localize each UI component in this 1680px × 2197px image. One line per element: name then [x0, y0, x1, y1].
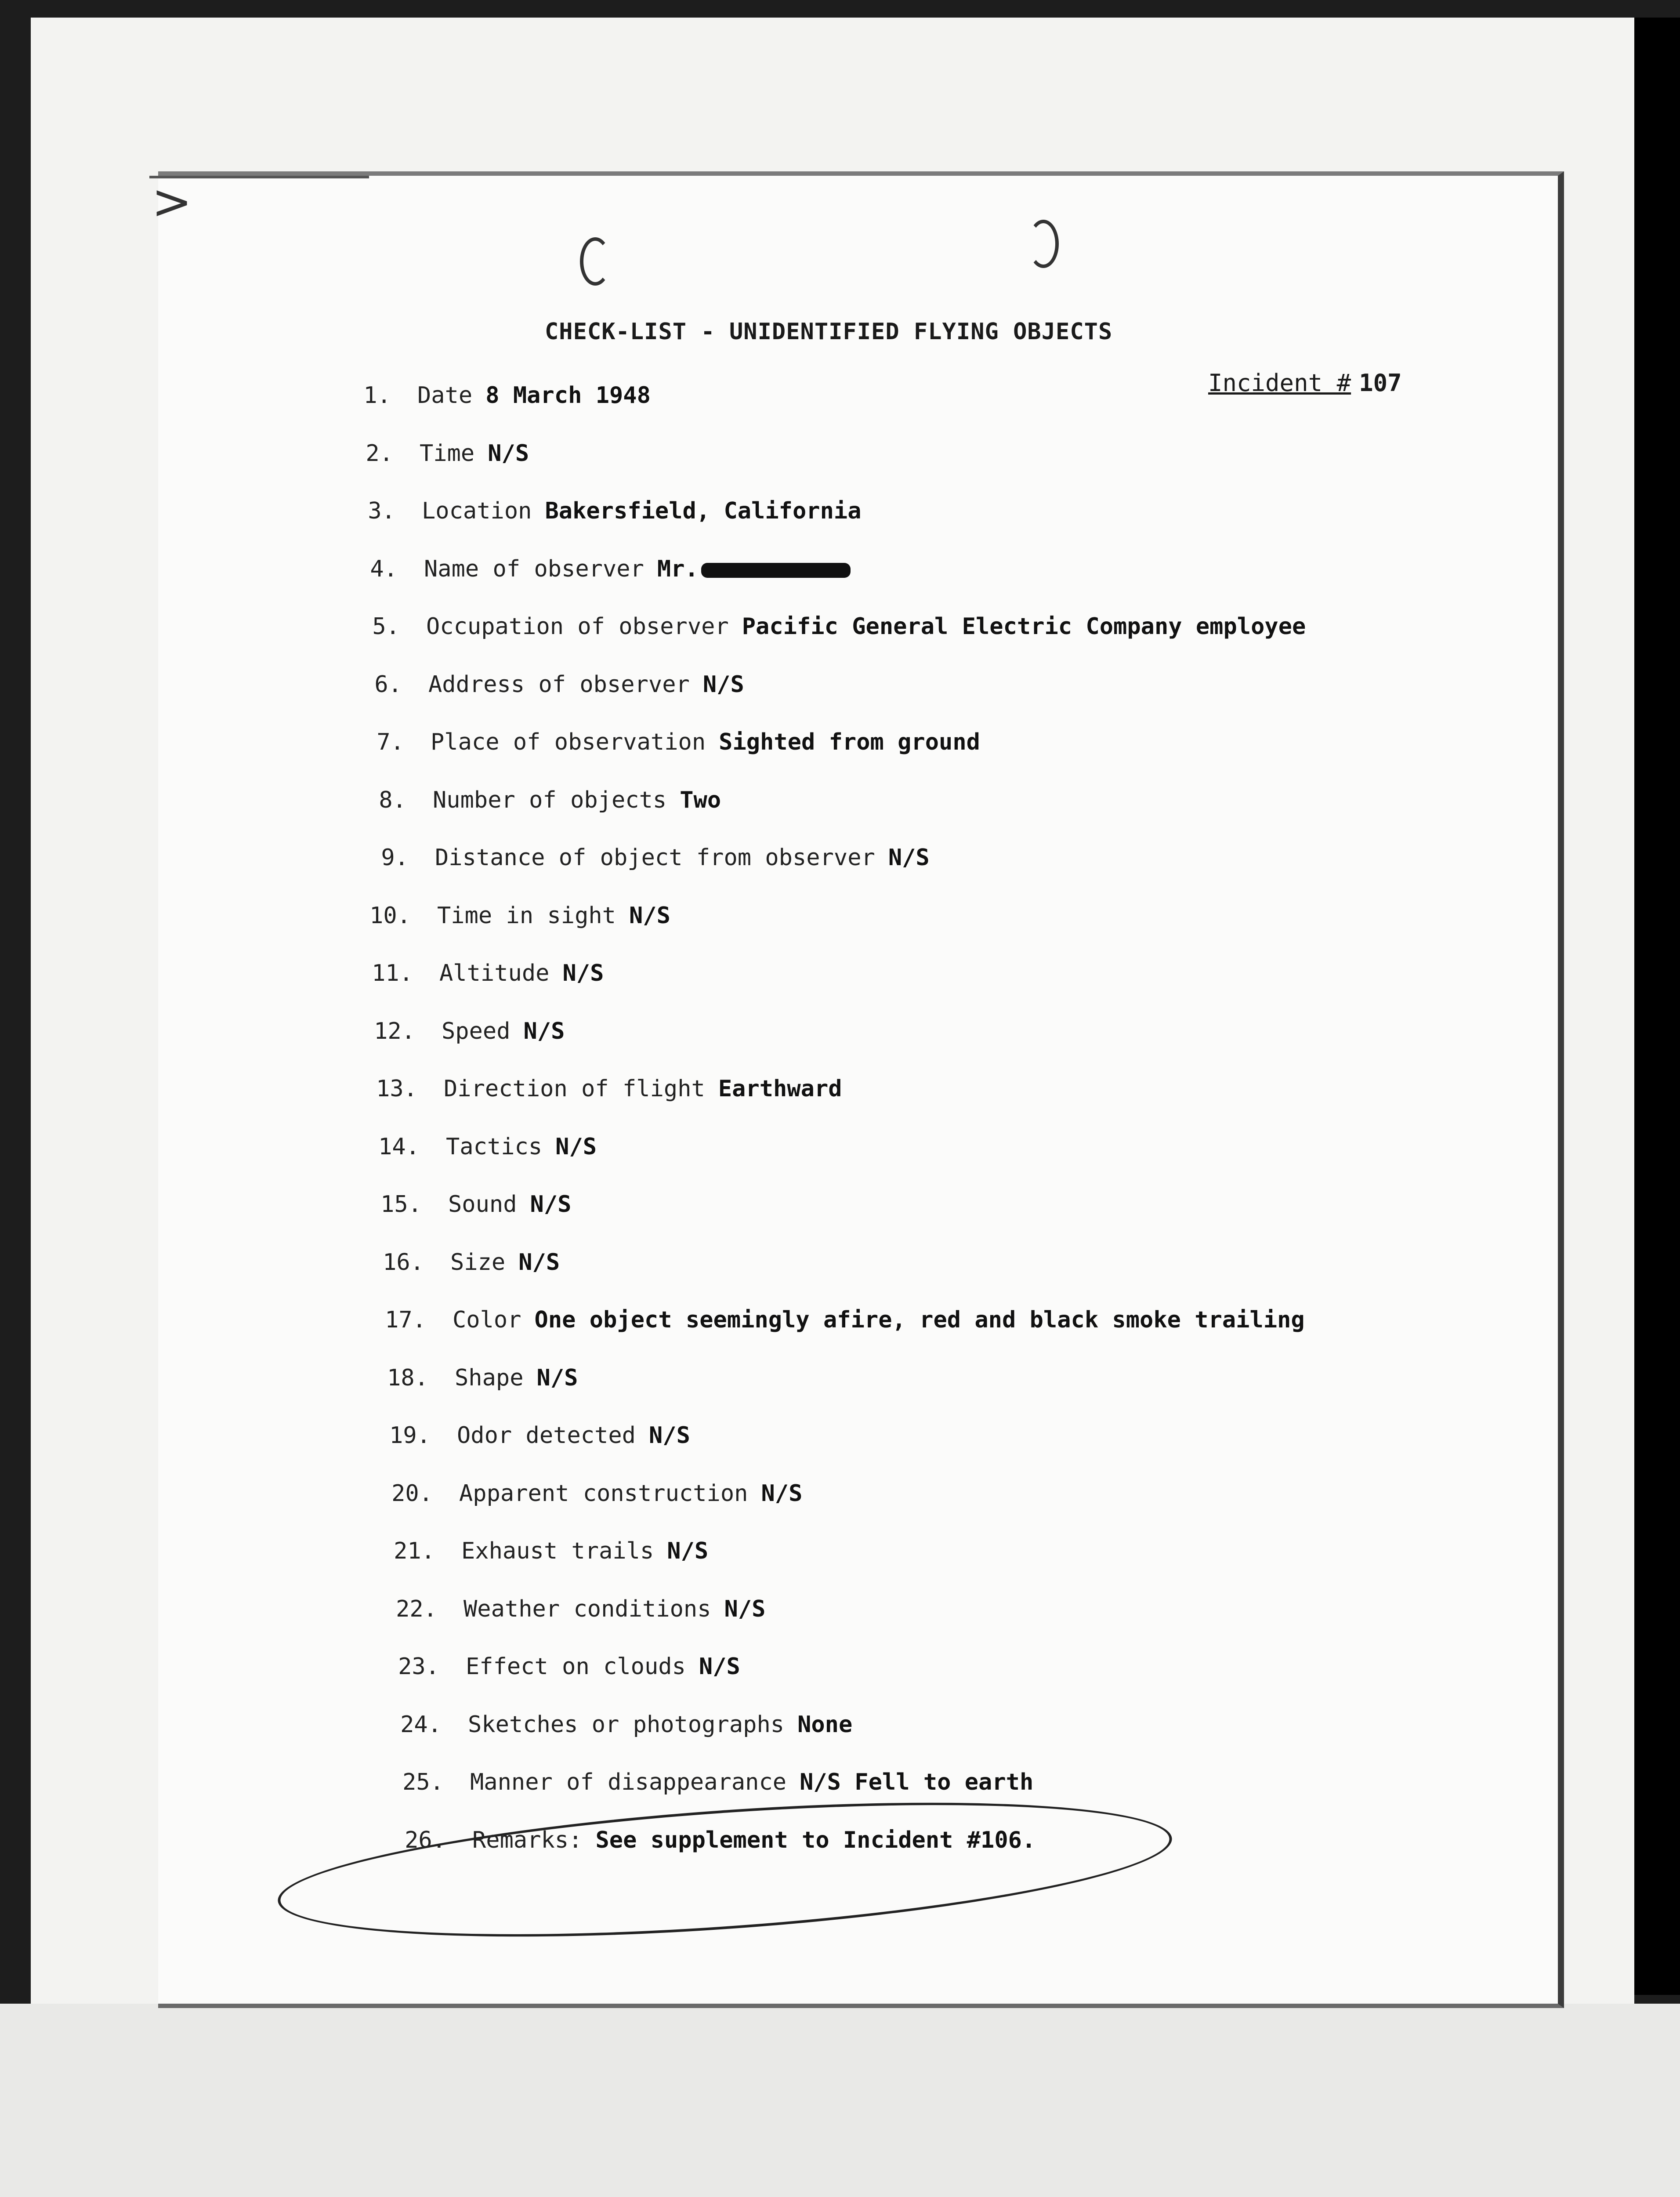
- checklist-item: [343, 845, 930, 871]
- checklist-item: [345, 903, 670, 929]
- item-number: 19.: [389, 1422, 431, 1449]
- checklist-item: [349, 1018, 565, 1044]
- item-number: 15.: [380, 1191, 422, 1218]
- checklist-item: [327, 440, 529, 467]
- checklist-item: [351, 1076, 842, 1102]
- item-label: Effect on clouds: [466, 1653, 686, 1680]
- checklist-item: [371, 1596, 765, 1622]
- item-number: 18.: [387, 1364, 428, 1391]
- item-value: N/S: [518, 1249, 560, 1276]
- checklist-item: [356, 1191, 571, 1218]
- item-number: 6.: [374, 671, 402, 698]
- item-label: Speed: [442, 1018, 511, 1044]
- incident-number: [1208, 369, 1402, 397]
- punch-hole-icon: [580, 237, 611, 286]
- item-label: Tactics: [446, 1133, 543, 1160]
- checklist-item: [338, 729, 980, 755]
- checklist-item: [358, 1249, 560, 1276]
- item-value: Pacific General Electric Company employee: [742, 613, 1306, 640]
- item-label: Weather conditions: [463, 1595, 711, 1622]
- item-number: 14.: [378, 1133, 420, 1160]
- item-value: N/S: [555, 1133, 597, 1160]
- item-label: Shape: [455, 1364, 524, 1391]
- item-value: One object seemingly afire, red and black smoke trailing: [534, 1307, 1305, 1333]
- item-number: 7.: [377, 729, 404, 755]
- item-value: N/S: [888, 845, 930, 871]
- document-title: CHECK-LIST - UNIDENTIFIED FLYING OBJECTS: [545, 319, 1113, 345]
- item-label: Altitude: [439, 960, 550, 986]
- item-number: 3.: [368, 498, 395, 524]
- item-number: 25.: [402, 1769, 444, 1795]
- checklist-item: [360, 1307, 1305, 1333]
- item-number: 17.: [385, 1307, 426, 1333]
- item-number: 5.: [372, 613, 400, 640]
- item-number: 13.: [376, 1076, 417, 1102]
- item-number: 4.: [370, 555, 398, 582]
- item-number: 24.: [400, 1711, 442, 1738]
- checklist-item: [365, 1422, 690, 1449]
- item-value: None: [797, 1711, 853, 1738]
- checklist-item: [332, 556, 851, 582]
- item-value: 8 March 1948: [485, 382, 651, 409]
- item-number: 12.: [374, 1018, 415, 1044]
- item-number: 10.: [369, 902, 411, 929]
- item-label: Size: [450, 1249, 506, 1276]
- item-value: N/S: [761, 1480, 803, 1507]
- item-value: Bakersfield, California: [545, 498, 862, 524]
- item-number: 22.: [396, 1595, 437, 1622]
- checklist-item: [367, 1480, 802, 1507]
- checklist-item: [373, 1653, 740, 1680]
- item-number: 21.: [394, 1538, 435, 1564]
- item-value: See supplement to Incident #106.: [595, 1827, 1036, 1853]
- checklist-item: [334, 613, 1306, 640]
- item-label: Name of observer: [424, 555, 644, 582]
- incident-value: 107: [1359, 369, 1402, 397]
- item-label: Exhaust trails: [461, 1538, 654, 1564]
- item-value: N/S: [530, 1191, 572, 1218]
- item-label: Sketches or photographs: [468, 1711, 785, 1738]
- item-value: N/S: [629, 902, 670, 929]
- checklist-item: [369, 1538, 708, 1564]
- item-value: N/S: [523, 1018, 565, 1044]
- item-value: N/S: [488, 440, 529, 467]
- checklist-item: [376, 1711, 852, 1738]
- item-number: 20.: [391, 1480, 433, 1507]
- arrow-mark-icon: >: [152, 174, 192, 230]
- item-label: Location: [422, 498, 532, 524]
- item-number: 9.: [381, 845, 409, 871]
- checklist-item: [340, 787, 721, 813]
- item-label: Remarks:: [472, 1827, 583, 1853]
- item-value: Sighted from ground: [719, 729, 980, 755]
- item-label: Distance of object from observer: [435, 845, 875, 871]
- film-edge-shadow: [1634, 18, 1680, 1995]
- item-number: 2.: [366, 440, 393, 467]
- item-number: 8.: [379, 787, 406, 813]
- item-label: Occupation of observer: [426, 613, 729, 640]
- checklist-item: [354, 1134, 597, 1160]
- item-label: Time in sight: [437, 902, 616, 929]
- item-label: Date: [417, 382, 473, 409]
- item-label: Odor detected: [457, 1422, 636, 1449]
- item-number: 1.: [363, 382, 391, 409]
- incident-label: Incident #: [1208, 369, 1351, 397]
- checklist-item: [329, 498, 862, 524]
- item-label: Manner of disappearance: [470, 1769, 787, 1795]
- item-label: Direction of flight: [444, 1076, 705, 1102]
- item-value: Two: [680, 787, 721, 813]
- checklist-item: [347, 960, 604, 986]
- checklist-item: [362, 1365, 578, 1391]
- redaction-mark: [701, 563, 851, 578]
- checklist-item: [378, 1769, 1033, 1795]
- item-label: Time: [420, 440, 475, 467]
- item-value: N/S Fell to earth: [800, 1769, 1034, 1795]
- item-value: N/S: [724, 1595, 766, 1622]
- checklist-item: [325, 382, 651, 409]
- item-value: N/S: [562, 960, 604, 986]
- item-number: 23.: [398, 1653, 439, 1680]
- checklist-item: [336, 671, 744, 698]
- item-value: Earthward: [718, 1076, 842, 1102]
- item-label: Place of observation: [431, 729, 706, 755]
- item-number: 16.: [383, 1249, 424, 1276]
- item-label: Sound: [448, 1191, 517, 1218]
- item-value: N/S: [667, 1538, 709, 1564]
- item-value: N/S: [536, 1364, 578, 1391]
- item-number: 26.: [405, 1827, 446, 1853]
- item-number: 11.: [372, 960, 413, 986]
- item-value: Mr.: [657, 555, 699, 582]
- item-label: Number of objects: [433, 787, 667, 813]
- item-value: N/S: [649, 1422, 690, 1449]
- punch-hole-icon: [1028, 220, 1059, 268]
- film-bottom-strip: [0, 2004, 1680, 2197]
- item-label: Color: [453, 1307, 521, 1333]
- item-value: N/S: [699, 1653, 740, 1680]
- item-label: Address of observer: [428, 671, 690, 698]
- item-value: N/S: [702, 671, 744, 698]
- item-label: Apparent construction: [459, 1480, 748, 1507]
